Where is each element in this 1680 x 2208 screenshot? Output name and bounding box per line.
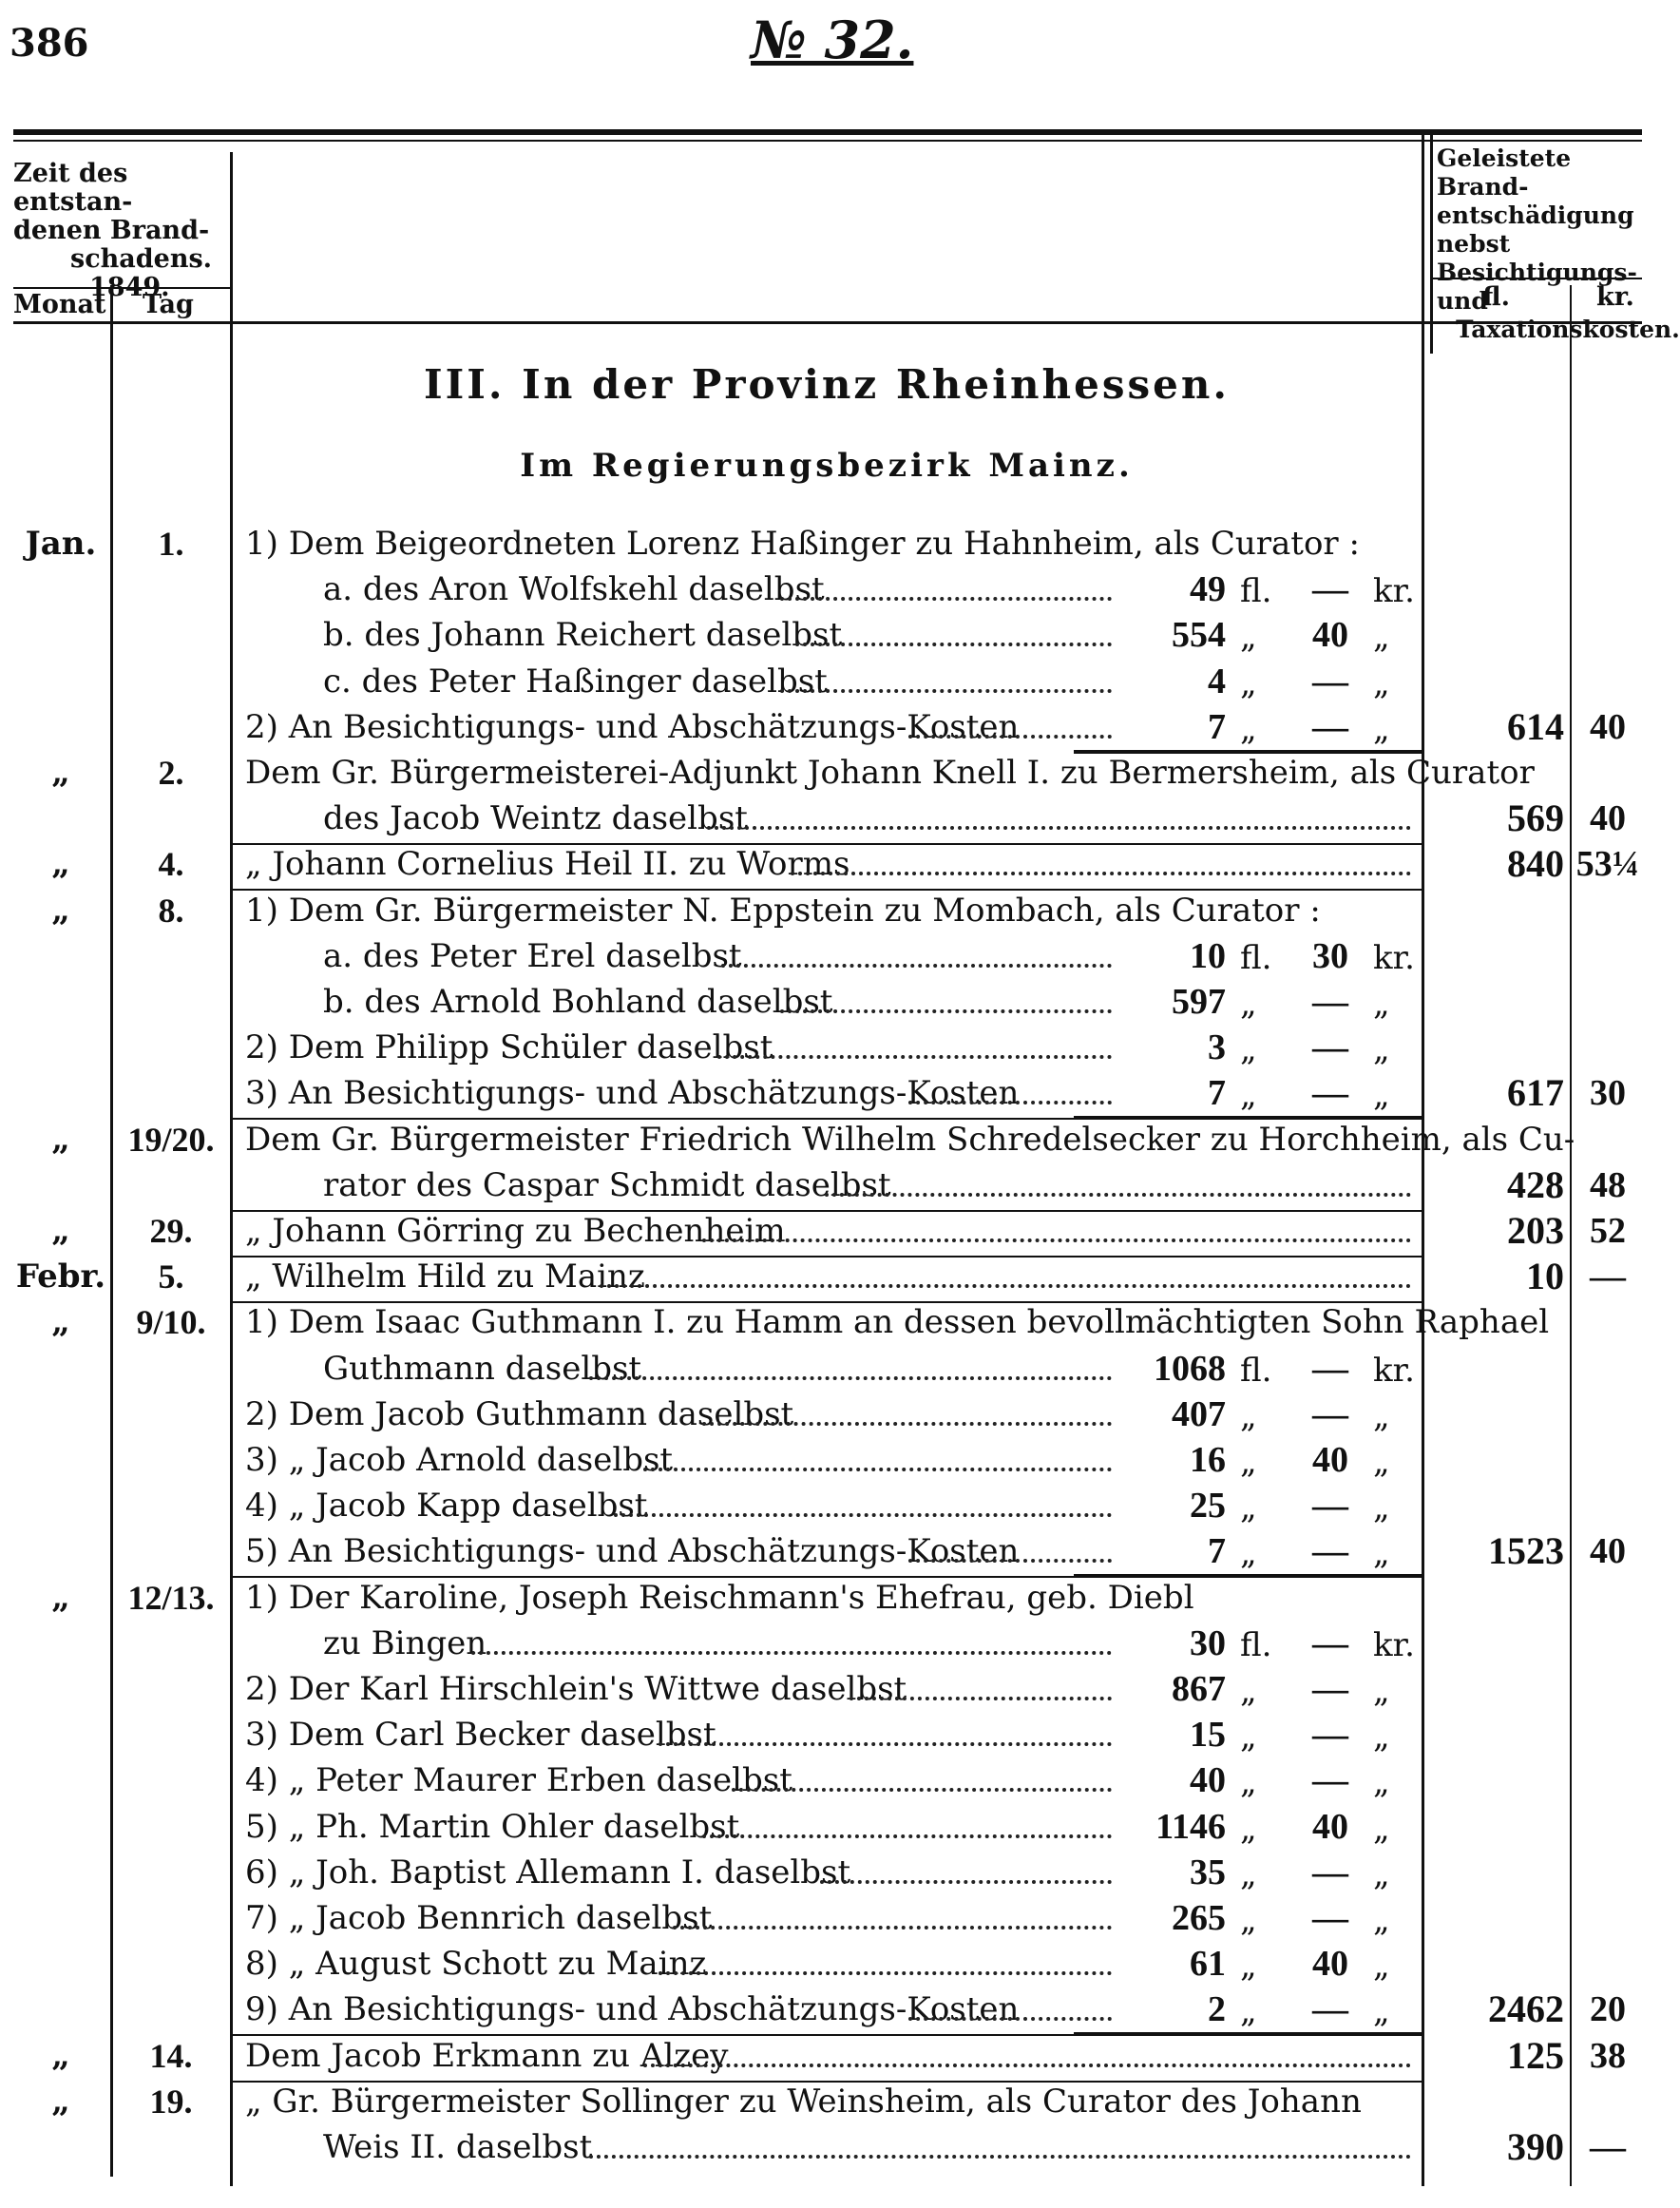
entry-day: 29.: [149, 1212, 193, 1250]
rule-text-amount: [1422, 133, 1424, 2186]
entry-text: 3) „ Jacob Arnold daselbst: [245, 1441, 674, 1479]
leader-dots: [908, 1559, 1112, 1563]
total-kr: 20: [1590, 1989, 1626, 2029]
sub-amount-kr: —: [1312, 1898, 1348, 1938]
sub-amount-kr: —: [1312, 1349, 1348, 1389]
sub-amount-fl: 265: [1172, 1898, 1226, 1938]
entry-text: „ Gr. Bürgermeister Sollinger zu Weinsheim, als Curator des Johann: [245, 2083, 1362, 2121]
header-sub-rule-left: [13, 287, 232, 289]
sub-unit-fl: „: [1240, 1855, 1257, 1893]
sub-amount-kr: —: [1312, 1715, 1348, 1755]
total-fl: 569: [1507, 797, 1564, 839]
entry-text: 1) Dem Isaac Guthmann I. zu Hamm an dessen bevollmächtigten Sohn Raphael: [245, 1303, 1550, 1341]
entry-text: 2) An Besichtigungs- und Abschätzungs-Kosten: [245, 708, 1020, 746]
sub-amount-kr: —: [1312, 1669, 1348, 1709]
sub-amount-kr: 40: [1312, 1440, 1348, 1480]
entry-text: a. des Peter Erel daselbst: [323, 937, 742, 975]
entry-day: 12/13.: [127, 1579, 215, 1617]
sub-unit-fl: fl.: [1240, 939, 1272, 977]
sub-unit-fl: „: [1240, 710, 1257, 748]
sub-amount-fl: 10: [1190, 936, 1226, 976]
entry-text: Guthmann daselbst: [323, 1350, 642, 1388]
sub-unit-fl: „: [1240, 1076, 1257, 1114]
total-fl: 10: [1526, 1255, 1564, 1297]
sub-unit-fl: „: [1240, 1030, 1257, 1068]
total-fl: 2462: [1488, 1987, 1564, 2030]
sub-amount-kr: 40: [1312, 1807, 1348, 1847]
sub-amount-fl: 49: [1190, 569, 1226, 609]
sub-amount-fl: 3: [1208, 1027, 1226, 1067]
leader-dots: [707, 826, 1412, 830]
leader-dots: [702, 1834, 1112, 1838]
entry-month: „: [51, 1303, 70, 1341]
leader-dots: [589, 1376, 1113, 1380]
leader-dots: [471, 1651, 1113, 1655]
sub-amount-kr: —: [1312, 1394, 1348, 1434]
top-rule-thin: [13, 140, 1642, 142]
sub-amount-fl: 25: [1190, 1486, 1226, 1526]
sub-amount-fl: 1068: [1154, 1349, 1226, 1389]
entry-month: „: [51, 1121, 70, 1159]
sub-unit-fl: „: [1240, 985, 1257, 1023]
entry-text: b. des Johann Reichert daselbst: [323, 616, 843, 654]
entry-text: 3) An Besichtigungs- und Abschätzungs-Kosten: [245, 1074, 1020, 1112]
header-time-line: 1849.: [89, 273, 170, 302]
leader-dots: [825, 1193, 1412, 1197]
entry-text: des Jacob Weintz daselbst: [323, 799, 748, 837]
total-kr: 40: [1590, 798, 1626, 838]
sub-amount-kr: —: [1312, 1486, 1348, 1526]
header-sub-rule-right: [1430, 278, 1642, 279]
leader-dots: [589, 2155, 1412, 2159]
sub-unit-fl: „: [1240, 1947, 1257, 1985]
entry-text: Dem Gr. Bürgermeister Friedrich Wilhelm Schredelsecker zu Horchheim, als Cu-: [245, 1121, 1575, 1159]
header-day: Tag: [143, 290, 194, 319]
sub-amount-kr: —: [1312, 1531, 1348, 1571]
entry-text: c. des Peter Haßinger daselbst: [323, 662, 828, 701]
entry-day: 14.: [149, 2037, 193, 2075]
entry-month: „: [51, 1579, 70, 1617]
leader-dots: [791, 872, 1411, 875]
entry-text: Weis II. daselbst: [323, 2128, 593, 2166]
section-title: III. In der Provinz Rheinhessen.: [423, 361, 1230, 408]
leader-dots: [659, 1971, 1113, 1975]
leader-dots: [702, 1238, 1411, 1242]
sub-unit-fl: „: [1240, 1397, 1257, 1435]
sub-amount-kr: —: [1312, 1853, 1348, 1892]
total-kr: —: [1590, 1257, 1626, 1296]
sub-amount-fl: 867: [1172, 1669, 1226, 1709]
header-month: Monat: [13, 290, 106, 319]
header-time-line: denen Brand-: [13, 216, 210, 245]
sub-unit-kr: „: [1373, 1672, 1390, 1710]
sub-unit-fl: „: [1240, 1534, 1257, 1572]
entry-text: 4) „ Jacob Kapp daselbst: [245, 1487, 648, 1525]
entry-day: 1.: [158, 525, 184, 563]
sub-amount-kr: —: [1312, 1073, 1348, 1113]
entry-text: a. des Aron Wolfskehl daselbst: [323, 570, 825, 608]
entry-text: 1) Dem Gr. Bürgermeister N. Eppstein zu Mombach, als Curator :: [245, 892, 1321, 930]
sub-unit-kr: „: [1373, 664, 1390, 702]
sub-unit-kr: kr.: [1373, 1626, 1415, 1664]
entry-day: 5.: [158, 1258, 184, 1296]
entry-text: 2) Dem Philipp Schüler daselbst: [245, 1028, 773, 1066]
sub-unit-kr: „: [1373, 1397, 1390, 1435]
leader-dots: [643, 1468, 1112, 1471]
sub-amount-kr: 30: [1312, 936, 1348, 976]
entry-month: „: [51, 892, 70, 930]
leader-dots: [732, 1788, 1112, 1792]
entry-text: zu Bingen: [323, 1624, 487, 1662]
sub-unit-kr: „: [1373, 1947, 1390, 1985]
total-fl: 203: [1507, 1209, 1564, 1252]
entry-text: „ Johann Cornelius Heil II. zu Worms: [245, 845, 850, 883]
entry-separator: [230, 889, 1422, 891]
total-fl: 614: [1507, 705, 1564, 748]
entry-text: 1) Der Karoline, Joseph Reischmann's Ehefrau, geb. Diebl: [245, 1579, 1194, 1617]
entry-text: „ Johann Görring zu Bechenheim: [245, 1212, 786, 1250]
rule-fl-kr: [1570, 285, 1572, 2186]
sub-unit-fl: „: [1240, 1763, 1257, 1801]
entry-day: 19.: [149, 2083, 193, 2121]
sub-amount-fl: 7: [1208, 707, 1226, 747]
entry-text: 7) „ Jacob Bennrich daselbst: [245, 1899, 713, 1937]
header-comp-line: Besichtigungs- und: [1437, 259, 1637, 315]
entry-text: 2) Dem Jacob Guthmann daselbst: [245, 1395, 794, 1433]
entry-month: „: [51, 2037, 70, 2075]
entry-text: 4) „ Peter Maurer Erben daselbst: [245, 1761, 792, 1799]
top-rule: [13, 129, 1642, 135]
sub-unit-kr: „: [1373, 1763, 1390, 1801]
page-title: № 32.: [751, 10, 914, 70]
sub-unit-fl: „: [1240, 1672, 1257, 1710]
entry-text: „ Wilhelm Hild zu Mainz: [245, 1258, 645, 1296]
entry-text: 6) „ Joh. Baptist Allemann I. daselbst: [245, 1853, 851, 1891]
total-fl: 125: [1507, 2034, 1564, 2077]
header-time: [13, 160, 232, 302]
sub-amount-kr: —: [1312, 1989, 1348, 2029]
page-number: 386: [10, 21, 89, 66]
sub-unit-fl: „: [1240, 1443, 1257, 1481]
entry-month: „: [51, 2083, 70, 2121]
entry-separator: [230, 1118, 1422, 1120]
entry-day: 2.: [158, 754, 184, 792]
entry-separator: [230, 1576, 1422, 1578]
sub-amount-kr: —: [1312, 1760, 1348, 1800]
header-fl: fl.: [1482, 282, 1511, 312]
total-fl: 840: [1507, 842, 1564, 885]
sub-unit-kr: kr.: [1373, 939, 1415, 977]
leader-dots: [795, 643, 1113, 646]
sub-amount-fl: 4: [1208, 662, 1226, 701]
sub-amount-fl: 7: [1208, 1073, 1226, 1113]
leader-dots: [717, 1055, 1113, 1059]
header-comp-line: Geleistete Brand-: [1437, 144, 1572, 201]
sub-unit-kr: „: [1373, 1030, 1390, 1068]
header-kr: kr.: [1596, 282, 1634, 312]
total-kr: 48: [1590, 1165, 1626, 1205]
sub-unit-kr: „: [1373, 1443, 1390, 1481]
sub-amount-kr: 40: [1312, 615, 1348, 655]
sub-amount-fl: 35: [1190, 1853, 1226, 1892]
leader-dots: [721, 964, 1112, 968]
header-time-line: Zeit des entstan-: [13, 159, 133, 217]
entry-text: b. des Arnold Bohland daselbst: [323, 983, 833, 1021]
sub-unit-kr: „: [1373, 1855, 1390, 1893]
entry-day: 9/10.: [136, 1303, 206, 1341]
entry-text: 8) „ August Schott zu Mainz: [245, 1945, 707, 1983]
total-kr: 38: [1590, 2036, 1626, 2076]
entry-text: Dem Jacob Erkmann zu Alzey: [245, 2037, 729, 2075]
leader-dots: [643, 2064, 1411, 2067]
sub-amount-kr: —: [1312, 569, 1348, 609]
sub-unit-kr: „: [1373, 710, 1390, 748]
header-comp-line: Taxationskosten.: [1456, 316, 1680, 343]
total-fl: 428: [1507, 1163, 1564, 1206]
rule-amount-left: [1430, 133, 1433, 354]
sub-amount-kr: 40: [1312, 1944, 1348, 1984]
leader-dots: [702, 1422, 1112, 1426]
total-kr: —: [1590, 2127, 1626, 2167]
sub-unit-fl: fl.: [1240, 1626, 1272, 1664]
entry-text: 9) An Besichtigungs- und Abschätzungs-Kosten: [245, 1990, 1020, 2028]
leader-dots: [780, 1009, 1112, 1013]
entry-text: Dem Gr. Bürgermeisterei-Adjunkt Johann Knell I. zu Bermersheim, als Curator: [245, 754, 1535, 792]
sub-unit-kr: „: [1373, 1992, 1390, 2030]
sub-amount-kr: —: [1312, 707, 1348, 747]
sub-amount-kr: —: [1312, 982, 1348, 1022]
sub-unit-kr: kr.: [1373, 1352, 1415, 1390]
entry-text: 3) Dem Carl Becker daselbst: [245, 1716, 716, 1754]
entry-month: Jan.: [25, 525, 97, 563]
entry-day: 4.: [158, 845, 184, 883]
leader-dots: [908, 2017, 1112, 2021]
header-time-line: schadens.: [70, 244, 213, 274]
sub-unit-fl: „: [1240, 618, 1257, 656]
sub-unit-kr: „: [1373, 1076, 1390, 1114]
entry-text: 2) Der Karl Hirschlein's Wittwe daselbst: [245, 1670, 907, 1708]
sub-unit-fl: „: [1240, 1488, 1257, 1526]
sub-unit-fl: „: [1240, 1810, 1257, 1848]
sub-unit-fl: „: [1240, 1901, 1257, 1939]
sub-amount-fl: 40: [1190, 1760, 1226, 1800]
entry-text: 5) „ Ph. Martin Ohler daselbst: [245, 1808, 740, 1846]
sub-unit-kr: kr.: [1373, 572, 1415, 610]
leader-dots: [908, 1101, 1112, 1104]
sub-unit-fl: „: [1240, 664, 1257, 702]
sub-amount-fl: 1146: [1155, 1807, 1226, 1847]
sub-unit-fl: fl.: [1240, 1352, 1272, 1390]
entry-month: „: [51, 845, 70, 883]
entry-month: Febr.: [15, 1258, 106, 1296]
entry-day: 19/20.: [127, 1121, 215, 1159]
sub-amount-kr: —: [1312, 662, 1348, 701]
total-kr: 52: [1590, 1211, 1626, 1251]
total-kr: 30: [1590, 1073, 1626, 1113]
sub-amount-fl: 597: [1172, 982, 1226, 1022]
leader-dots: [820, 1880, 1112, 1884]
section-subtitle: Im Regierungsbezirk Mainz.: [520, 447, 1134, 485]
entry-month: „: [51, 754, 70, 792]
sub-unit-kr: „: [1373, 1488, 1390, 1526]
leader-dots: [673, 1926, 1112, 1930]
entry-month: „: [51, 1212, 70, 1250]
entry-day: 8.: [158, 892, 184, 930]
sub-amount-fl: 554: [1172, 615, 1226, 655]
sub-unit-fl: „: [1240, 1718, 1257, 1756]
sub-amount-kr: —: [1312, 1027, 1348, 1067]
sub-amount-fl: 2: [1208, 1989, 1226, 2029]
leader-dots: [780, 689, 1112, 693]
sub-unit-kr: „: [1373, 1718, 1390, 1756]
entry-separator: [230, 2034, 1422, 2036]
total-kr: 40: [1590, 1531, 1626, 1571]
sub-amount-fl: 7: [1208, 1531, 1226, 1571]
sub-unit-kr: „: [1373, 1534, 1390, 1572]
leader-dots: [659, 1742, 1113, 1746]
total-kr: 40: [1590, 707, 1626, 747]
entry-text: 5) An Besichtigungs- und Abschätzungs-Kosten: [245, 1532, 1020, 1570]
total-fl: 617: [1507, 1071, 1564, 1114]
header-compensation: [1437, 144, 1680, 344]
entry-text: 1) Dem Beigeordneten Lorenz Haßinger zu Hahnheim, als Curator :: [245, 525, 1360, 563]
sub-unit-kr: „: [1373, 1901, 1390, 1939]
sub-amount-fl: 15: [1190, 1715, 1226, 1755]
sub-unit-kr: „: [1373, 1810, 1390, 1848]
total-fl: 390: [1507, 2125, 1564, 2168]
sub-unit-kr: „: [1373, 985, 1390, 1023]
sub-amount-fl: 16: [1190, 1440, 1226, 1480]
sub-unit-fl: fl.: [1240, 572, 1272, 610]
sub-unit-kr: „: [1373, 618, 1390, 656]
leader-dots: [780, 597, 1112, 601]
sub-amount-kr: —: [1312, 1623, 1348, 1663]
header-rule: [13, 321, 1642, 324]
sub-unit-fl: „: [1240, 1992, 1257, 2030]
sub-amount-fl: 407: [1172, 1394, 1226, 1434]
entry-text: rator des Caspar Schmidt daselbst: [323, 1166, 891, 1204]
leader-dots: [600, 1284, 1412, 1288]
leader-dots: [850, 1697, 1112, 1700]
leader-dots: [614, 1513, 1112, 1517]
leader-dots: [908, 735, 1112, 739]
sub-amount-fl: 30: [1190, 1623, 1226, 1663]
total-kr: 53¼: [1575, 844, 1640, 884]
header-comp-line: entschädigung nebst: [1437, 202, 1634, 258]
total-fl: 1523: [1488, 1529, 1564, 1572]
rule-day-text: [230, 152, 233, 2186]
sub-amount-fl: 61: [1190, 1944, 1226, 1984]
